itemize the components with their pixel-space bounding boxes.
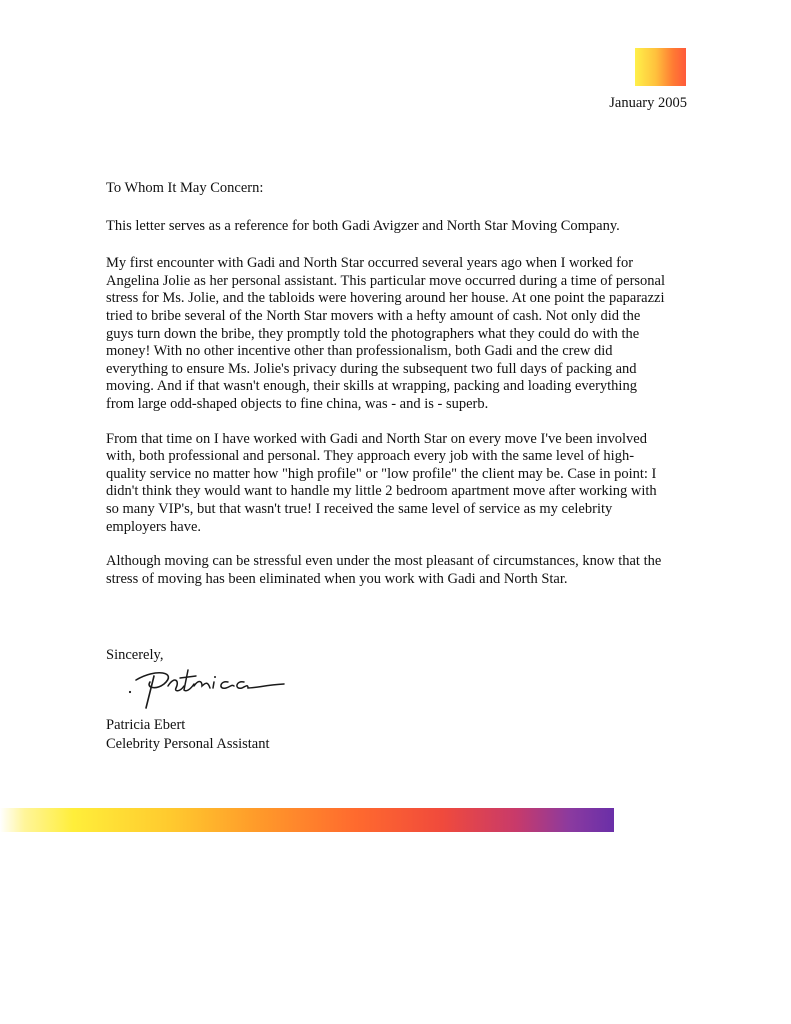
letter-body bbox=[106, 180, 666, 605]
intro-paragraph: This letter serves as a reference for both Gadi Avigzer and North Star Moving Company. bbox=[106, 217, 620, 234]
corner-gradient-square bbox=[635, 48, 686, 86]
signer-block bbox=[106, 716, 270, 753]
letter-date: January 2005 bbox=[609, 95, 687, 111]
paragraph-2: From that time on I have worked with Gadi and North Star on every move I've been involved with, both professional and personal. They approach every job with the same level of high-quality service no matter how "high profile" or "low profile" the client may be. Case in point: I didn't think they would want to handle my little 2 bedroom apartment move after working with so many VIP's, but that wasn't true! I received the same level of service as my celebrity employers have. bbox=[106, 430, 657, 535]
paragraph-3: Although moving can be stressful even under the most pleasant of circumstances, know that the stress of moving has been eliminated when you work with Gadi and North Star. bbox=[106, 553, 662, 587]
handwritten-signature bbox=[116, 658, 296, 714]
footer-gradient-bar bbox=[0, 808, 614, 832]
salutation: To Whom It May Concern: bbox=[106, 180, 264, 196]
closing: Sincerely, bbox=[106, 647, 164, 663]
signer-title: Celebrity Personal Assistant bbox=[106, 735, 270, 752]
signer-name: Patricia Ebert bbox=[106, 717, 186, 733]
paragraph-1: My first encounter with Gadi and North Star occurred several years ago when I worked for Angelina Jolie as her personal assistant. This particular move occurred during a time of personal stress for Ms. Jolie, and the tabloids were hovering around her house. At one point the paparazzi tried to bribe several of the North Star movers with a hefty amount of cash. Not only did the guys turn down the bribe, they promptly told the photographers what they could do with the money! With no other incentive other than professionalism, both Gadi and the crew did everything to ensure Ms. Jolie's privacy during the subsequent two full days of packing and moving. And if that wasn't enough, their skills at wrapping, packing and loading everything from large odd-shaped objects to fine china, was - and is - superb. bbox=[106, 255, 666, 412]
